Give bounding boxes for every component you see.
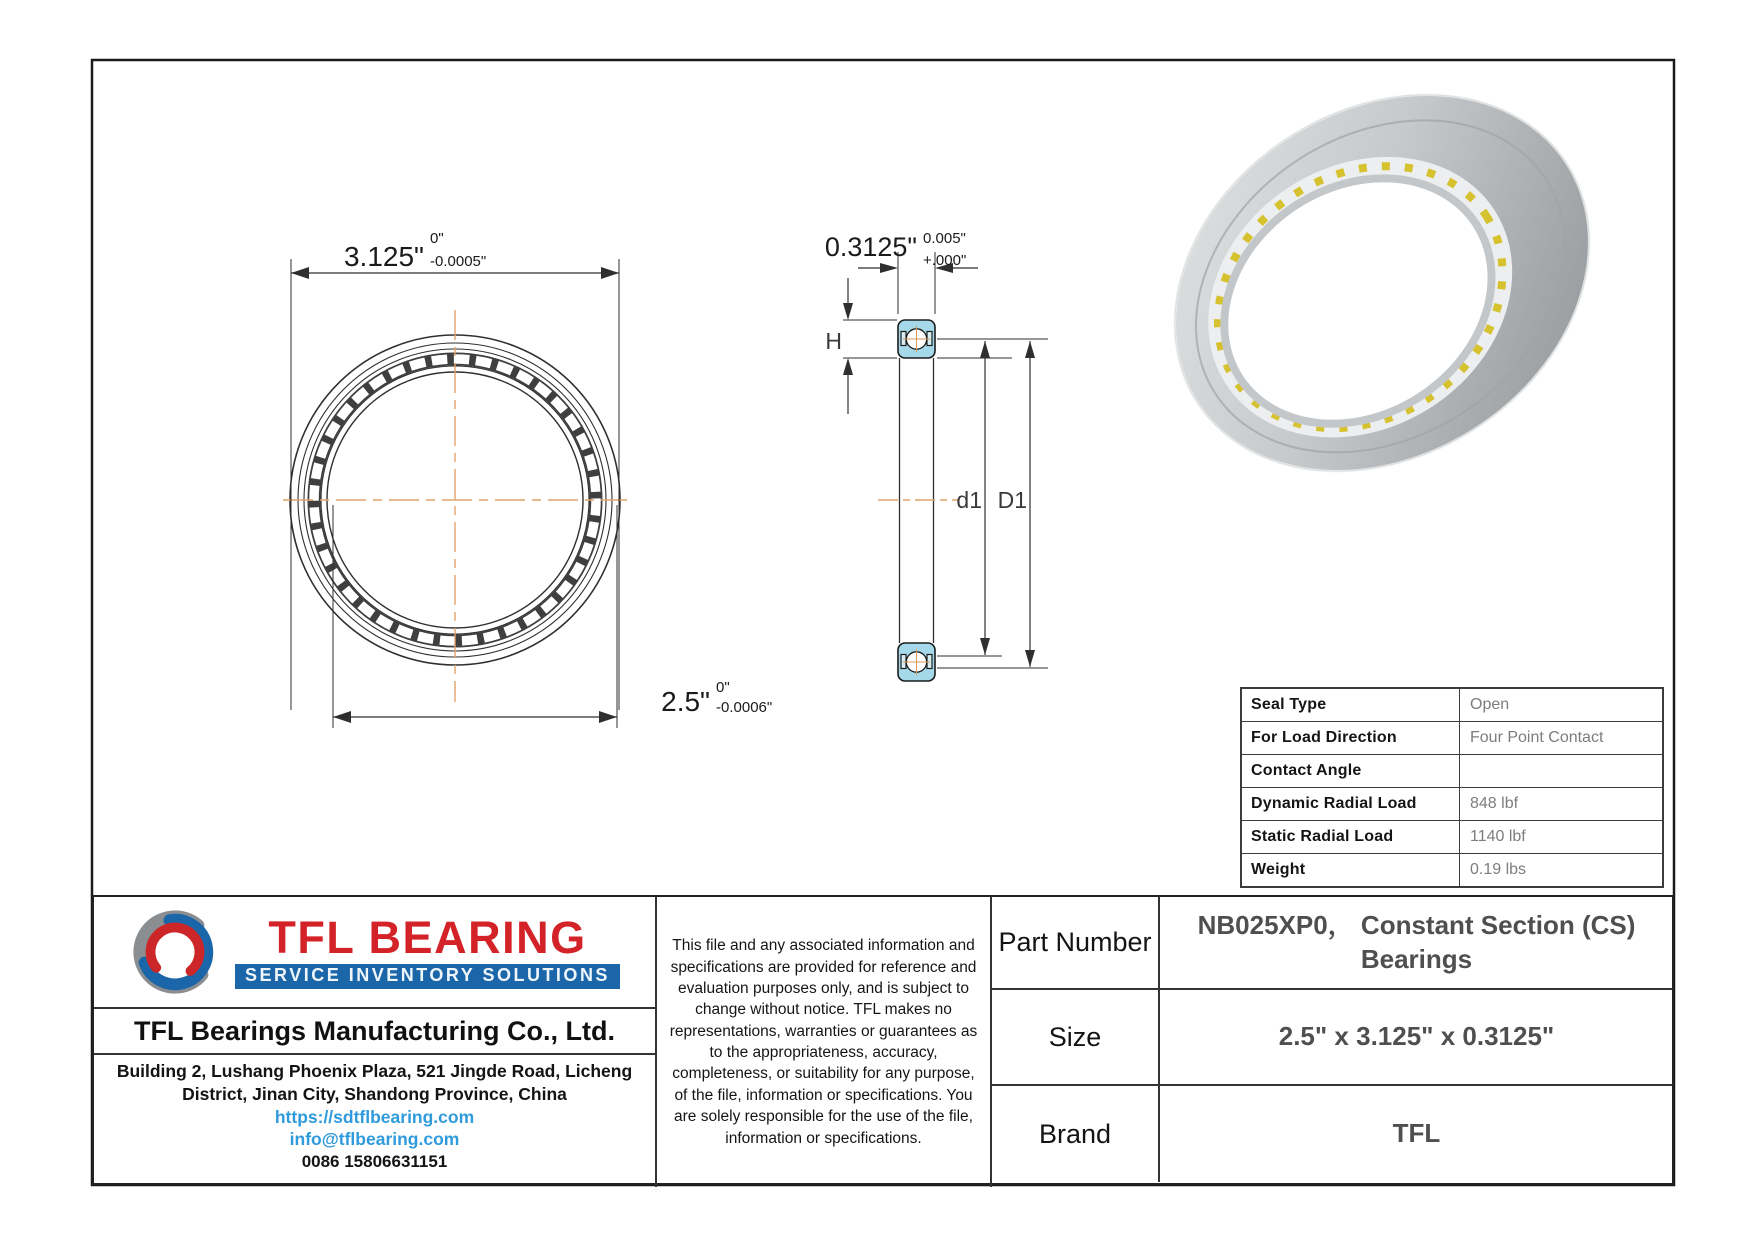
table-row: [1242, 820, 1662, 853]
spec-value: Four Point Contact: [1470, 729, 1604, 746]
field-value-part-number: NB025XP0， Constant Section (CS) Bearings: [1160, 897, 1673, 990]
website-link[interactable]: https://sdtflbearing.com: [274, 1106, 475, 1127]
disclaimer-text: This file and any associated information and specifications are provided for reference and evaluation purposes only, and is subject to change without notice. TFL makes no representations, warranties or guarantees as to the appropriateness, accuracy, completeness, or suitability for any purpose, of the file, information or specifications. You are solely responsible for the use of the file, information or specifications.: [669, 937, 978, 1147]
company-name: TFL Bearings Manufacturing Co., Ltd.: [94, 1009, 657, 1055]
spec-value: Open: [1470, 696, 1510, 713]
spec-label: Static Radial Load: [1242, 821, 1460, 853]
dim-inner-tol-top: 0": [716, 679, 730, 696]
spec-label: Dynamic Radial Load: [1242, 788, 1460, 820]
bore-diameter-dimension: [333, 505, 772, 728]
title-block: [92, 895, 1674, 1185]
label-D1: D1: [997, 487, 1027, 513]
bearing-3d-render: [1103, 18, 1660, 548]
spec-value: [1460, 755, 1662, 787]
field-label-part-number: Part Number: [992, 897, 1160, 990]
spec-label: Contact Angle: [1242, 755, 1460, 787]
spec-value: 848 lbf: [1470, 795, 1519, 812]
dim-outer-tol-top: 0": [430, 230, 444, 247]
tfl-swirl-icon: [129, 906, 221, 998]
bearing-front-view: [283, 310, 627, 702]
company-logo: [94, 897, 657, 1009]
dim-width-value: 0.3125": [824, 232, 917, 262]
phone-number: 0086 15806631151: [301, 1152, 448, 1171]
dim-outer-value: 3.125": [343, 241, 424, 272]
bearing-section-view: [878, 320, 958, 681]
spec-label: For Load Direction: [1242, 722, 1460, 754]
dim-inner-tol-bottom: -0.0006": [716, 699, 773, 716]
spec-label: Weight: [1242, 854, 1460, 886]
disclaimer-cell: [657, 897, 992, 1187]
dim-width-tol-top: 0.005": [923, 230, 966, 247]
label-d1: d1: [956, 487, 982, 513]
company-contact-block: [94, 1055, 657, 1187]
section-diameter-dimensions: [937, 339, 1048, 668]
company-address: Building 2, Lushang Phoenix Plaza, 521 Jingde Road, Licheng District, Jinan City, Shandong Province, China: [116, 1061, 633, 1104]
logo-title: TFL BEARING: [268, 912, 587, 964]
section-height-dimension: [825, 278, 897, 414]
table-row: [1242, 689, 1662, 721]
logo-subtitle: SERVICE INVENTORY SOLUTIONS: [235, 964, 620, 989]
label-H: H: [825, 328, 842, 354]
spec-value: 0.19 lbs: [1470, 861, 1527, 878]
spec-table: [1240, 687, 1664, 888]
dim-inner-value: 2.5": [661, 686, 710, 717]
table-row: [1242, 754, 1662, 787]
table-row: [1242, 853, 1662, 886]
spec-label: Seal Type: [1242, 689, 1460, 721]
field-label-size: Size: [992, 990, 1160, 1086]
table-row: [1242, 787, 1662, 820]
spec-value: 1140 lbf: [1470, 828, 1526, 845]
field-label-brand: Brand: [992, 1086, 1160, 1182]
field-value-brand: TFL: [1392, 1118, 1441, 1149]
field-value-size: 2.5" x 3.125" x 0.3125": [1160, 990, 1673, 1086]
table-row: [1242, 721, 1662, 754]
dim-outer-tol-bottom: -0.0005": [430, 253, 487, 270]
dim-width-tol-bottom: +.000": [923, 252, 967, 269]
email-link[interactable]: info@tflbearing.com: [289, 1129, 460, 1150]
